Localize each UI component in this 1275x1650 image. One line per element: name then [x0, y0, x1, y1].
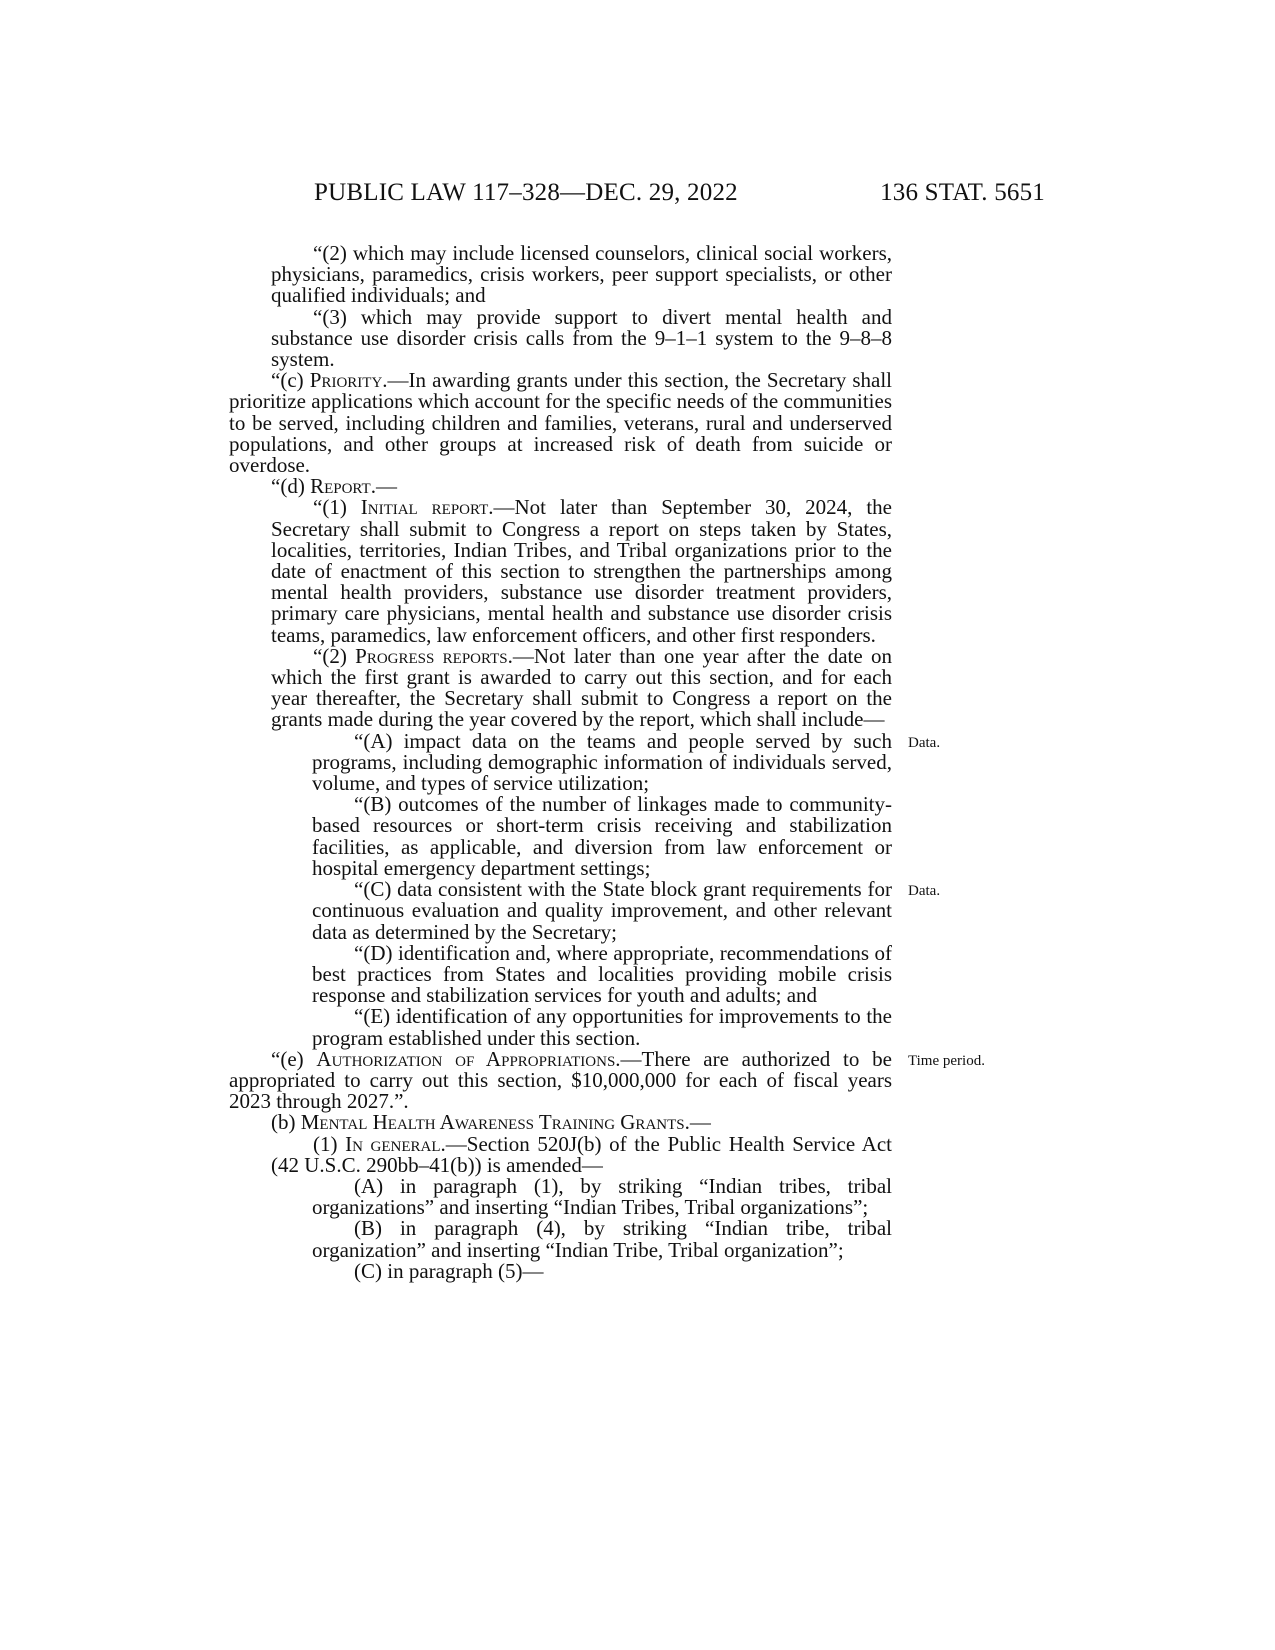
- subsection-d-2-heading: Progress reports: [355, 643, 508, 668]
- page-stat-number: 136 STAT. 5651: [880, 179, 1045, 206]
- subsection-d-2: “(2) Progress reports.—Not later than one year after the date on which the first grant is awarded to carry out this section, and for each year thereafter, the Secretary shall submit to Congress a report on the grants made during the year covered by the report, which shall include—: [271, 643, 892, 732]
- subsection-d-1: “(1) Initial report.—Not later than September 30, 2024, the Secretary shall submit to Congress a report on steps taken by States, localities, territories, Indian Tribes, and Tribal organizations prior to the date of enactment of this section to strengthen the partnerships among mental health providers, substance use disorder treatment providers, primary care physicians, mental health and substance use disorder crisis teams, paramedics, law enforcement officers, and other first responders.: [271, 495, 892, 647]
- section-b: (b) Mental Health Awareness Training Grants.—: [271, 1110, 711, 1135]
- subsection-c: “(c) Priority.—In awarding grants under this section, the Secretary shall prioritize applications which account for the specific needs of the communities to be served, including children and families, veterans, rural and underserved populations, and other groups at increased risk of death from suicide or overdose.: [229, 368, 892, 478]
- margin-note-data-c: Data.: [908, 883, 941, 900]
- subparagraph-D: “(D) identification and, where appropriate, recommendations of best practices from States and localities providing mobile crisis response and stabilization services for youth and adults; and: [312, 940, 892, 1008]
- subsection-d-2-text: Not later than one year after the date on which the first grant is awarded to carry out this section, and for each year thereafter, the Secretary shall submit to Congress a report on the grants made during the year covered by the report, which shall include—: [271, 643, 892, 732]
- subsection-c-heading: Priority: [309, 368, 383, 393]
- subparagraph-C: “(C) data consistent with the State block grant requirements for continuous evaluation and quality improvement, and other relevant data as determined by the Secretary;: [312, 877, 892, 944]
- subsection-d-1-text: Not later than September 30, 2024, the Secretary shall submit to Congress a report on steps taken by States, localities, territories, Indian Tribes, and Tribal organizations prior to the date of enactment of this section to strengthen the partnerships among mental health providers, substance use disorder treatment providers, primary care physicians, mental health and substance use disorder crisis teams, paramedics, law enforcement officers, and other first responders.: [271, 495, 892, 647]
- subsection-d-1-heading: Initial report: [360, 495, 489, 520]
- margin-note-data-a: Data.: [908, 734, 941, 751]
- section-b-heading: Mental Health Awareness Training Grants: [300, 1110, 685, 1135]
- subparagraph-B: “(B) outcomes of the number of linkages made to community-based resources or short-term crisis receiving and stabilization facilities, as applicable, and diversion from law enforcement or hospital emergency department settings;: [312, 792, 892, 880]
- subsection-e: “(e) Authorization of Appropriations.—There are authorized to be appropriated to carry out this section, $10,000,000 for each of fiscal years 2023 through 2027.”.: [229, 1046, 892, 1114]
- subsection-e-heading: Authorization of Appropriations: [316, 1046, 616, 1071]
- amendment-B: (B) in paragraph (4), by striking “Indian tribe, tribal organization” and inserting “Indian Tribe, Tribal organization”;: [312, 1216, 892, 1262]
- subsection-c-text: In awarding grants under this section, the Secretary shall prioritize applications which account for the specific needs of the communities to be served, including children and families, veterans, rural and underserved populations, and other groups at increased risk of death from suicide or overdose.: [229, 368, 892, 478]
- paragraph-3: “(3) which may provide support to divert mental health and substance use disorder crisis calls from the 9–1–1 system to the 9–8–8 system.: [271, 304, 892, 372]
- subsection-e-text: There are authorized to be appropriated to carry out this section, $10,000,000 for each of fiscal years 2023 through 2027.”.: [229, 1046, 892, 1114]
- margin-note-time-period: Time period.: [908, 1052, 985, 1069]
- subparagraph-E: “(E) identification of any opportunities for improvements to the program established under this section.: [312, 1004, 892, 1050]
- section-b-1: (1) In general.—Section 520J(b) of the Public Health Service Act (42 U.S.C. 290bb–41(b)) is amended—: [271, 1131, 892, 1177]
- section-b-1-heading: In general: [345, 1131, 441, 1156]
- amendment-C: (C) in paragraph (5)—: [354, 1258, 544, 1283]
- subsection-d: “(d) Report.—: [271, 474, 397, 499]
- section-b-1-text: Section 520J(b) of the Public Health Service Act (42 U.S.C. 290bb–41(b)) is amended—: [271, 1131, 892, 1177]
- running-header-title: PUBLIC LAW 117–328—DEC. 29, 2022: [314, 179, 738, 206]
- subparagraph-A: “(A) impact data on the teams and people served by such programs, including demographic information of individuals served, volume, and types of service utilization;: [312, 728, 892, 796]
- statute-body: [229, 243, 892, 1282]
- subsection-d-heading: Report: [310, 474, 371, 499]
- paragraph-2: “(2) which may include licensed counselors, clinical social workers, physicians, paramedics, crisis workers, peer support specialists, or other qualified individuals; and: [271, 241, 892, 308]
- amendment-A: (A) in paragraph (1), by striking “Indian tribes, tribal organizations” and inserting “Indian Tribes, Tribal organizations”;: [312, 1173, 892, 1220]
